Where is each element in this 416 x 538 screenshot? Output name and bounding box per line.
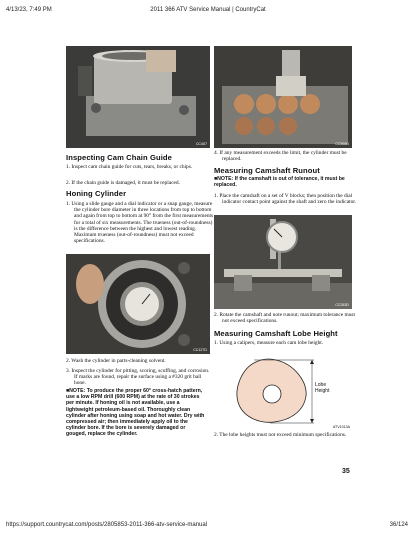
runout-illustration: [214, 215, 352, 309]
figure-label: CC568D: [335, 142, 349, 146]
figure-label: CC127D: [193, 348, 207, 352]
lobe-step-1: 1. Using a calipers, measure each cam lobe height.: [214, 340, 324, 346]
print-page-counter: 36/124: [389, 522, 408, 528]
lobe-label-line-1: Lobe: [315, 382, 327, 388]
step-4-limit: 4. If any measurement exceeds the limit, the cylinder must be replaced.: [214, 150, 347, 163]
cam-chain-step-1: 1. Inspect cam chain guide for cuts, tears, breaks, or chips.: [66, 164, 193, 170]
cam-chain-brush-photo: [214, 46, 352, 148]
figure-label: CC407: [195, 142, 207, 146]
runout-step-1: 1. Place the camshaft on a set of V blocks; then position the dial indicator contact point against the shaft and zero the indicator.: [214, 193, 357, 206]
honing-step-1: 1. Using a slide gauge and a dial indicator or a snap gauge, measure the cylinder bore diameter in three locations from top to bottom and again from top to bottom at 90° from the first measurements for a total of six measurements. The trueness (out-of-roundness) is the difference between the highest and lowest reading. Maximum trueness (out-of-roundness) must not exceed specifications.: [66, 201, 214, 245]
print-timestamp: 4/13/23, 7:49 PM: [6, 7, 52, 13]
runout-step-2: 2. Rotate the camshaft and note runout; maximum tolerance must not exceed specifications.: [214, 312, 356, 325]
lobe-step-2: 2. The lobe heights must not exceed minimum specifications.: [214, 432, 347, 438]
runout-note: ■NOTE: If the camshaft is out of tolerance, it must be replaced.: [214, 176, 345, 189]
print-url[interactable]: https://support.countrycat.com/posts/2805853-2011-366-atv-service-manual: [6, 522, 207, 528]
honing-step-2: 2. Wash the cylinder in parts-cleaning solvent.: [66, 358, 166, 364]
cam-chain-heading: Inspecting Cam Chain Guide: [66, 153, 172, 162]
honing-note: ■NOTE: To produce the proper 60° cross-hatch pattern, use a low RPM drill (600 RPM) at the rate of 30 strokes per minute. If honing oil is not available, use a lightweight petroleum-based oil. Thoroughly clean cylinder after honing using soap and hot water. Dry with compressed air; then immediately apply oil to the cylinder bore. If the bore is severely damaged or gouged, replace the cylinder.: [66, 388, 205, 438]
lobe-heading: Measuring Camshaft Lobe Height: [214, 329, 338, 338]
lobe-label-line-2: Height: [315, 388, 330, 394]
runout-heading: Measuring Camshaft Runout: [214, 166, 320, 175]
cylinder-photo: [66, 46, 210, 148]
figure-label: CC283D: [335, 303, 349, 307]
print-page-title: 2011 366 ATV Service Manual | CountryCat: [150, 7, 266, 13]
lobe-height-diagram: [214, 350, 352, 430]
cam-chain-step-2: 2. If the chain guide is damaged, it must be replaced.: [66, 180, 180, 186]
cylinder-illustration: [66, 46, 210, 148]
honing-heading: Honing Cylinder: [66, 189, 127, 198]
cam-chain-illustration: [214, 46, 352, 148]
cylinder-bore-photo: [66, 254, 210, 354]
camshaft-runout-photo: [214, 215, 352, 309]
figure-label: ATV1013A: [332, 425, 350, 429]
honing-step-3: 3. Inspect the cylinder for pitting, scoring, scuffing, and corrosion. If marks are found, repair the surface using a #320 grit ball hone.: [66, 368, 210, 387]
cam-lobe-drawing: [214, 350, 352, 430]
bore-illustration: [66, 254, 210, 354]
manual-page-number: 35: [342, 468, 350, 475]
